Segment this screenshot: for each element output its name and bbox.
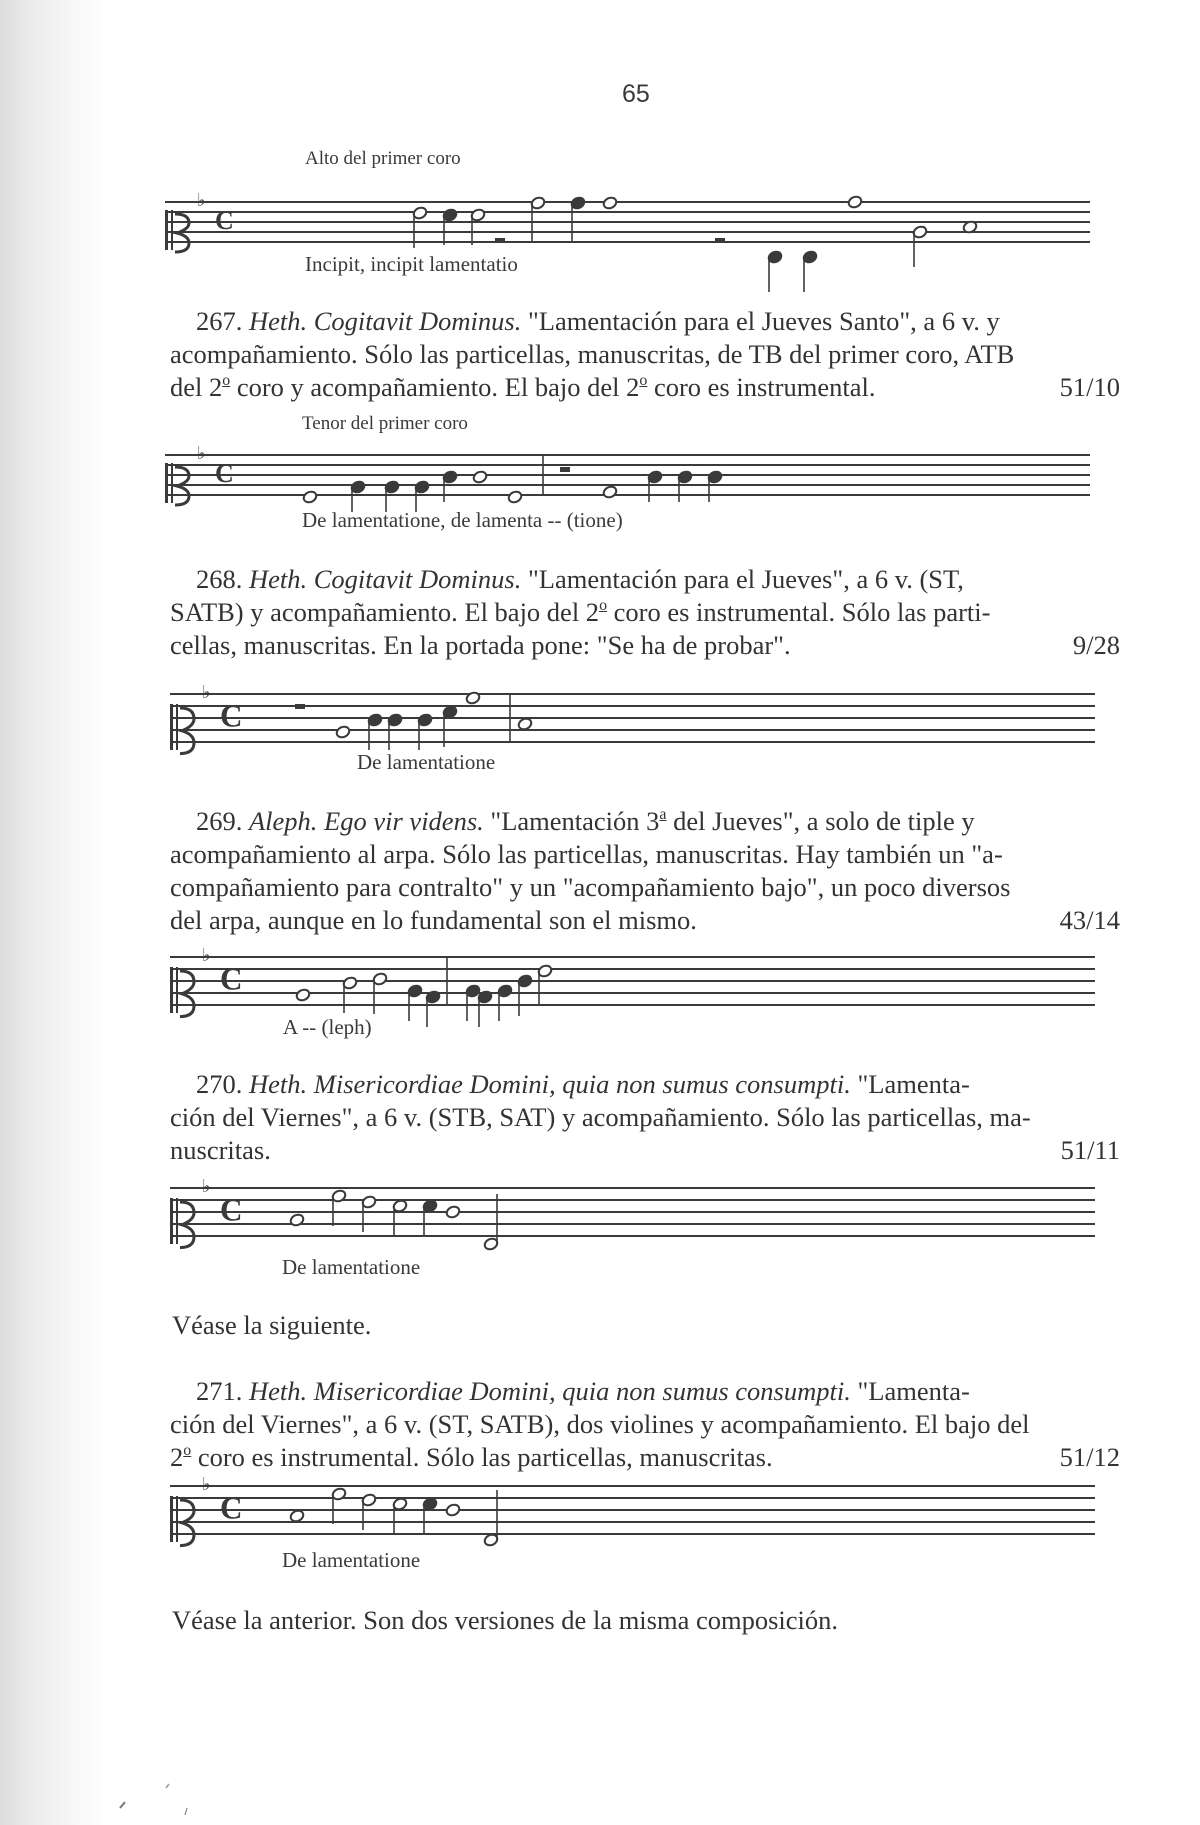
ordinal-superscript: o	[639, 371, 648, 389]
entry-text: 2	[170, 1442, 184, 1472]
archive-reference: 51/10	[1059, 372, 1120, 402]
flat-icon: ♭	[202, 1176, 211, 1197]
catalog-entry-267	[170, 305, 1130, 404]
time-signature-icon: C	[220, 1490, 243, 1526]
music-staff-tenor	[165, 445, 1095, 515]
entry-text: nuscritas.	[170, 1135, 271, 1165]
note-head	[295, 988, 311, 1003]
entry-text: SATB) y acompañamiento. El bajo del 2	[170, 597, 600, 627]
rest-icon	[295, 704, 305, 709]
flat-icon: ♭	[202, 945, 211, 966]
entry-text: coro y acompañamiento. El bajo del 2	[230, 372, 640, 402]
entry-title: Heth. Misericordiae Domini, quia non sumus consumpti.	[249, 1376, 851, 1406]
entry-text: del 2	[170, 372, 223, 402]
catalog-entry-270	[170, 1068, 1130, 1167]
music-staff-268	[170, 680, 1095, 770]
note-head	[445, 1205, 461, 1220]
clef-icon	[165, 463, 168, 503]
time-signature-icon: C	[215, 459, 234, 488]
ordinal-superscript: o	[183, 1441, 192, 1459]
clef-icon	[165, 210, 168, 250]
entry-title: Heth. Cogitavit Dominus.	[249, 306, 522, 336]
ordinal-superscript: o	[599, 596, 608, 614]
ordinal-superscript: o	[222, 371, 231, 389]
entry-title: Aleph. Ego vir videns.	[249, 806, 484, 836]
archive-reference: 51/11	[1060, 1135, 1120, 1165]
entry-text: "Lamentación para el Jueves Santo", a 6 v. y	[521, 306, 1000, 336]
archive-reference: 9/28	[1072, 630, 1120, 660]
entry-number: 269.	[196, 806, 243, 836]
entry-number: 268.	[196, 564, 243, 594]
note-head	[289, 1213, 305, 1228]
entry-text: cellas, manuscritas. En la portada pone: "Se ha de probar".	[170, 630, 791, 660]
entry-text: ción del Viernes", a 6 v. (STB, SAT) y acompañamiento. Sólo las particellas, ma-	[170, 1102, 1031, 1132]
archive-reference: 51/12	[1059, 1442, 1120, 1472]
entry-text: compañamiento para contralto" y un "acompañamiento bajo", un poco diversos	[170, 872, 1011, 902]
rest-icon	[495, 238, 505, 243]
incipit-lyric: De lamentatione, de lamenta -- (tione)	[302, 508, 623, 532]
time-signature-icon: C	[220, 698, 243, 734]
entry-number: 271.	[196, 1376, 243, 1406]
entry-title: Heth. Misericordiae Domini, quia non sumus consumpti.	[249, 1069, 851, 1099]
note-head	[445, 1503, 461, 1518]
entry-number: 267.	[196, 306, 243, 336]
note-head	[602, 485, 618, 500]
clef-icon	[170, 1496, 173, 1542]
clef-icon	[170, 967, 173, 1013]
flat-icon: ♭	[197, 190, 206, 211]
entry-text: "Lamenta-	[850, 1376, 970, 1406]
clef-icon	[171, 210, 173, 250]
flat-icon: ♭	[202, 1474, 211, 1495]
catalog-entry-271	[170, 1375, 1130, 1474]
clef-icon	[170, 704, 173, 750]
time-signature-icon: C	[215, 206, 234, 235]
note-head	[302, 490, 318, 505]
clef-icon	[176, 967, 178, 1013]
archive-reference: 43/14	[1059, 905, 1120, 935]
incipit-caption: Tenor del primer coro	[302, 413, 468, 434]
clef-icon	[176, 704, 178, 750]
rest-icon	[560, 467, 570, 472]
note-head	[507, 490, 523, 505]
note-head	[335, 725, 351, 740]
entry-text: "Lamenta-	[850, 1069, 970, 1099]
clef-icon	[176, 1198, 178, 1244]
entry-text: del Jueves", a solo de tiple y	[666, 806, 975, 836]
note-head	[472, 470, 488, 485]
catalog-entry-268	[170, 563, 1130, 662]
ordinal-superscript: a	[659, 805, 667, 823]
entry-number: 270.	[196, 1069, 243, 1099]
flat-icon: ♭	[202, 682, 211, 703]
scan-specks	[110, 1780, 210, 1820]
entry-text: acompañamiento al arpa. Sólo las particellas, manuscritas. Hay también un "a-	[170, 839, 1003, 869]
incipit-lyric: A -- (leph)	[283, 1015, 372, 1039]
page-gutter-shadow	[0, 0, 110, 1825]
entry-title: Heth. Cogitavit Dominus.	[249, 564, 522, 594]
time-signature-icon: C	[220, 1192, 243, 1228]
incipit-lyric: De lamentatione	[282, 1255, 421, 1279]
rest-icon	[715, 238, 725, 243]
entry-text: "Lamentación para el Jueves", a 6 v. (ST,	[521, 564, 964, 594]
clef-icon	[171, 463, 173, 503]
cross-reference-note: Véase la siguiente.	[172, 1310, 372, 1340]
incipit-lyric: Incipit, incipit lamentatio	[305, 252, 518, 276]
incipit-caption: Alto del primer coro	[305, 148, 461, 169]
clef-icon	[176, 1496, 178, 1542]
note-head	[602, 196, 618, 211]
music-staff-alto	[165, 185, 1095, 255]
incipit-lyric: De lamentatione	[357, 750, 496, 774]
entry-text: acompañamiento. Sólo las particellas, manuscritas, de TB del primer coro, ATB	[170, 339, 1015, 369]
page-number: 65	[622, 80, 650, 108]
incipit-lyric: De lamentatione	[282, 1548, 421, 1572]
clef-icon	[170, 1198, 173, 1244]
cross-reference-note: Véase la anterior. Son dos versiones de la misma composición.	[172, 1605, 839, 1635]
entry-text: ción del Viernes", a 6 v. (ST, SATB), dos violines y acompañamiento. El bajo del	[170, 1409, 1030, 1439]
entry-text: del arpa, aunque en lo fundamental son el mismo.	[170, 905, 697, 935]
time-signature-icon: C	[220, 961, 243, 997]
note-head	[847, 195, 863, 210]
entry-text: "Lamentación 3	[483, 806, 660, 836]
entry-text: coro es instrumental. Sólo las particellas, manuscritas.	[191, 1442, 773, 1472]
entry-text: coro es instrumental.	[647, 372, 876, 402]
entry-text: coro es instrumental. Sólo las parti-	[607, 597, 991, 627]
note-head	[465, 691, 481, 706]
catalog-entry-269	[170, 805, 1130, 937]
flat-icon: ♭	[197, 443, 206, 464]
